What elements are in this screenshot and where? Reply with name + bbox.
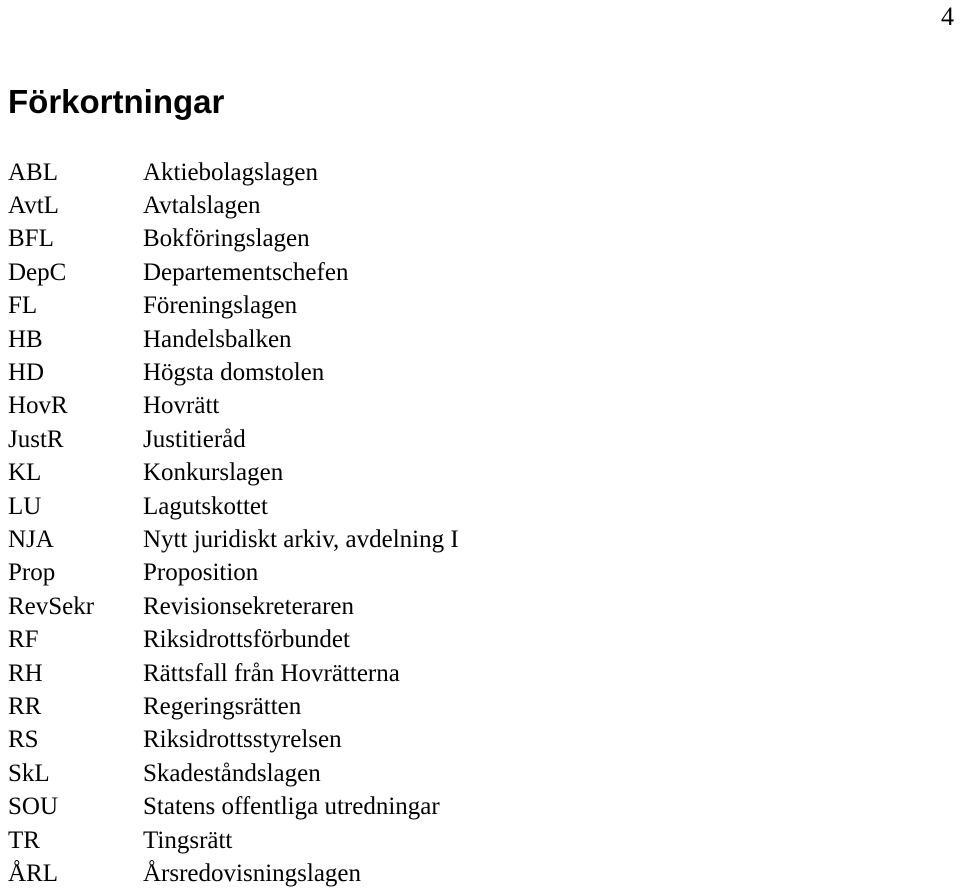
list-item xyxy=(8,256,459,289)
abbreviation: ÅRL xyxy=(8,859,58,887)
abbreviation: HD xyxy=(8,359,45,387)
abbreviation: RS xyxy=(8,726,39,754)
list-item xyxy=(8,290,459,323)
abbreviation-meaning: Konkurslagen xyxy=(143,459,284,487)
abbreviation-meaning: Skadeståndslagen xyxy=(143,759,321,787)
page-title: Förkortningar xyxy=(8,83,225,120)
abbreviation-meaning: Rättsfall från Hovrätterna xyxy=(143,659,400,687)
list-item xyxy=(8,824,459,857)
list-item xyxy=(8,557,459,590)
abbreviation-meaning: Handelsbalken xyxy=(143,325,292,353)
list-item xyxy=(8,724,459,757)
list-item xyxy=(8,156,459,189)
abbreviation-meaning: Högsta domstolen xyxy=(143,359,325,387)
abbreviation: BFL xyxy=(8,225,54,253)
abbreviation: KL xyxy=(8,459,42,487)
abbreviation-meaning: Proposition xyxy=(143,559,259,587)
abbreviation-meaning: Årsredovisningslagen xyxy=(143,859,362,887)
abbreviation-meaning: Aktiebolagslagen xyxy=(143,158,318,186)
abbreviation: Prop xyxy=(8,559,56,587)
list-item xyxy=(8,356,459,389)
list-item xyxy=(8,690,459,723)
list-item xyxy=(8,857,459,890)
list-item xyxy=(8,790,459,823)
abbreviation-meaning: Lagutskottet xyxy=(143,492,268,520)
abbreviation-list xyxy=(8,156,459,891)
list-item xyxy=(8,390,459,423)
list-item xyxy=(8,189,459,222)
abbreviation: FL xyxy=(8,292,38,320)
abbreviation: RF xyxy=(8,626,39,654)
abbreviation: HB xyxy=(8,325,43,353)
list-item xyxy=(8,457,459,490)
list-item xyxy=(8,490,459,523)
abbreviation: DepC xyxy=(8,258,67,286)
abbreviation-meaning: Nytt juridiskt arkiv, avdelning I xyxy=(143,525,459,553)
list-item xyxy=(8,590,459,623)
abbreviation: RH xyxy=(8,659,43,687)
list-item xyxy=(8,757,459,790)
abbreviation-meaning: Föreningslagen xyxy=(143,292,298,320)
list-item xyxy=(8,323,459,356)
abbreviation-meaning: Hovrätt xyxy=(143,392,220,420)
abbreviation: AvtL xyxy=(8,192,59,220)
list-item xyxy=(8,523,459,556)
list-item xyxy=(8,623,459,656)
page-number: 4 xyxy=(941,2,954,31)
abbreviation: SkL xyxy=(8,759,50,787)
abbreviation: RevSekr xyxy=(8,592,95,620)
abbreviation-meaning: Regeringsrätten xyxy=(143,692,302,720)
abbreviation: JustR xyxy=(8,425,64,453)
abbreviation: SOU xyxy=(8,793,59,821)
abbreviation: ABL xyxy=(8,158,58,186)
abbreviation-meaning: Justitieråd xyxy=(143,425,246,453)
abbreviation: RR xyxy=(8,692,42,720)
abbreviation-meaning: Revisionsekreteraren xyxy=(143,592,355,620)
abbreviation-meaning: Avtalslagen xyxy=(143,192,261,220)
abbreviation-meaning: Departementschefen xyxy=(143,258,349,286)
abbreviation-meaning: Bokföringslagen xyxy=(143,225,310,253)
abbreviation-meaning: Riksidrottsförbundet xyxy=(143,626,350,654)
list-item xyxy=(8,423,459,456)
abbreviation: NJA xyxy=(8,525,54,553)
abbreviation: LU xyxy=(8,492,42,520)
abbreviation: HovR xyxy=(8,392,68,420)
list-item xyxy=(8,657,459,690)
abbreviation-meaning: Tingsrätt xyxy=(143,826,233,854)
abbreviation-meaning: Statens offentliga utredningar xyxy=(143,793,440,821)
abbreviation: TR xyxy=(8,826,40,854)
list-item xyxy=(8,223,459,256)
abbreviation-meaning: Riksidrottsstyrelsen xyxy=(143,726,342,754)
